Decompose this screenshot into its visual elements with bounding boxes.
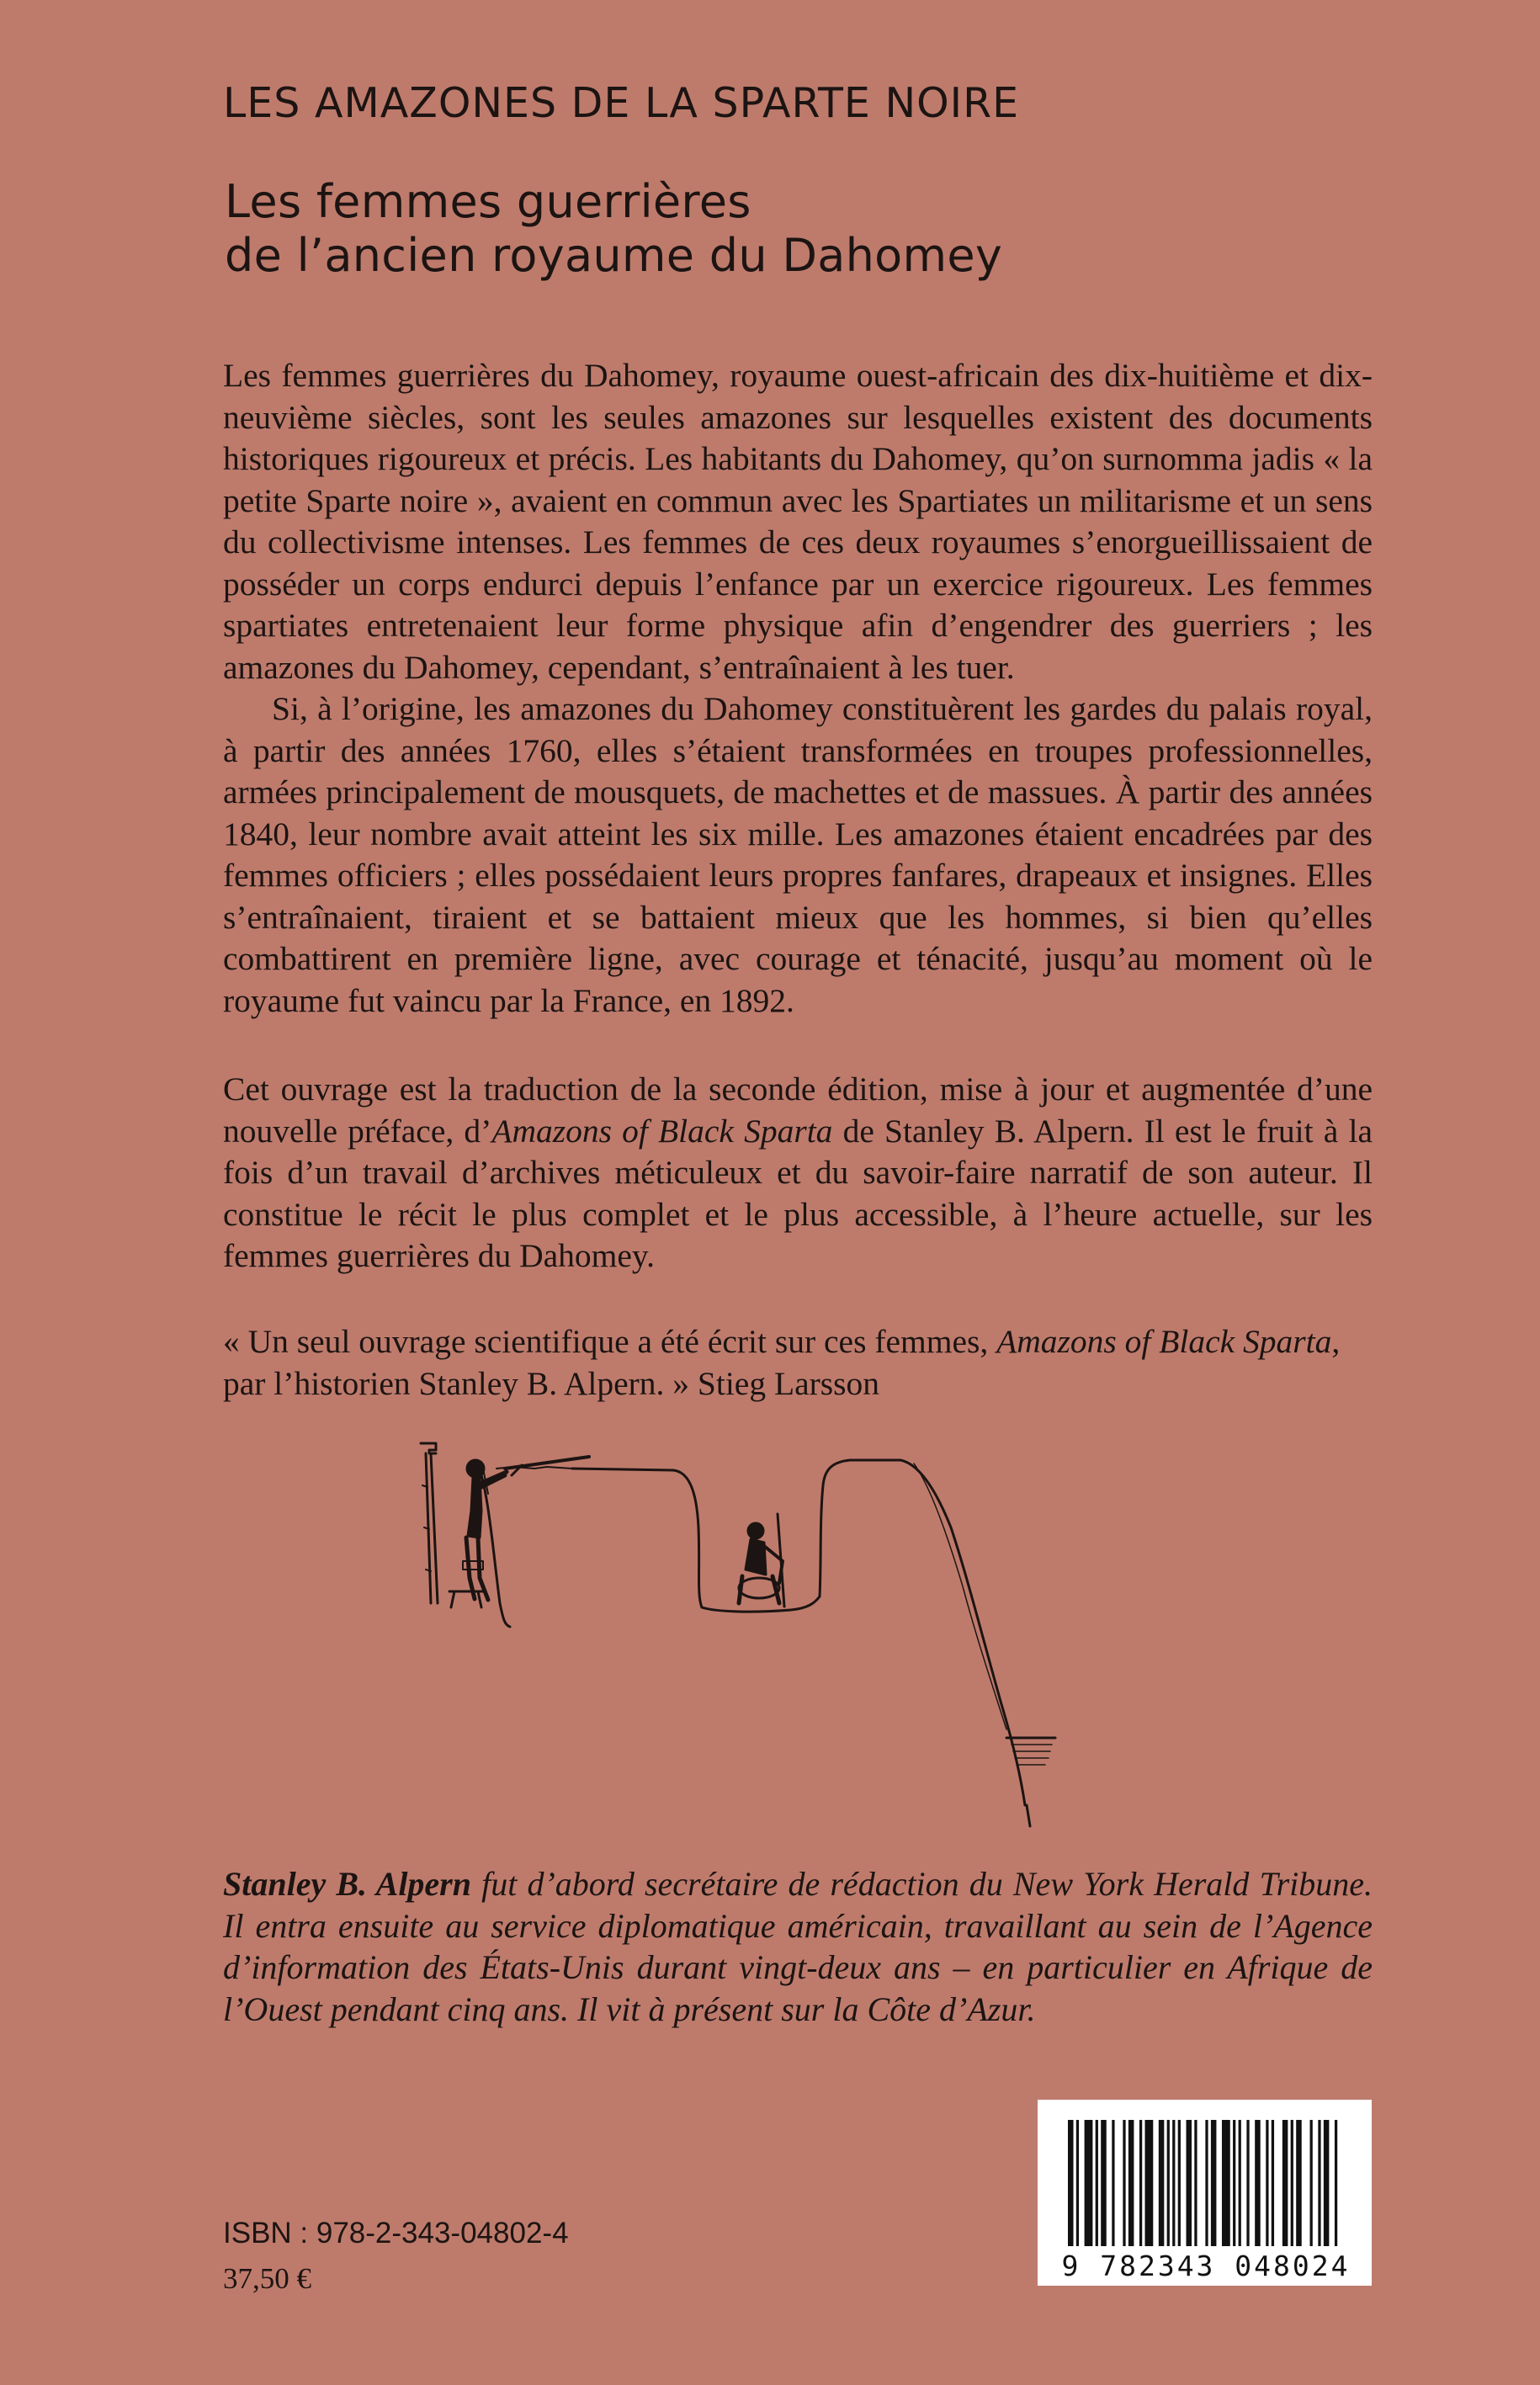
translation-paragraph xyxy=(223,1069,1373,1277)
barcode-bars xyxy=(1068,2120,1346,2255)
book-subtitle xyxy=(225,175,1403,283)
barcode-bar xyxy=(1194,2120,1197,2246)
barcode-bar xyxy=(1211,2120,1217,2246)
barcode-bar xyxy=(1159,2120,1165,2246)
author-bio xyxy=(223,1863,1373,2030)
barcode-bar xyxy=(1068,2120,1074,2246)
translation-text-after: de Stanley B. Alpern. Il est le fruit à la fois d’un travail d’archives méticuleux et du savoir-faire narratif de son auteur. Il constitue le récit le plus complet et le plus accessible, à l’heure actuelle, sur les femmes guerrières du Dahomey. xyxy=(223,1112,1373,1274)
barcode-bar xyxy=(1187,2120,1192,2246)
barcode-bar xyxy=(1128,2120,1134,2246)
barcode-bar xyxy=(1112,2120,1114,2246)
translation-text-before: Cet ouvrage est la traduction de la seconde édition, mise à jour et augmentée d’une nouvelle préface, d’ xyxy=(223,1070,1373,1150)
barcode-digits: 9 782343 048024 xyxy=(1061,2250,1351,2282)
barcode-bar xyxy=(1144,2120,1153,2246)
barcode-bar xyxy=(1178,2120,1181,2246)
barcode-bar xyxy=(1266,2120,1268,2246)
barcode-bar xyxy=(1139,2120,1142,2246)
barcode-bar xyxy=(1172,2120,1175,2246)
quote-text-before: « Un seul ouvrage scientifique a été écrit sur ces femmes, xyxy=(223,1323,997,1360)
barcode-bar xyxy=(1335,2120,1337,2246)
price: 37,50 € xyxy=(223,2262,311,2295)
barcode-bar xyxy=(1205,2120,1208,2246)
quote-paragraph xyxy=(223,1321,1373,1405)
quote-block xyxy=(223,1321,1373,1405)
barcode-bar xyxy=(1255,2120,1261,2246)
quote-text-after: , xyxy=(1331,1323,1341,1360)
barcode-bar xyxy=(1246,2120,1249,2246)
barcode-bar xyxy=(1076,2120,1079,2246)
barcode-bar xyxy=(1096,2120,1098,2246)
subtitle-line-2: de l’ancien royaume du Dahomey xyxy=(225,229,1003,282)
quote-line-2: par l’historien Stanley B. Alpern. » Stieg Larsson xyxy=(223,1364,880,1402)
author-bio-text: fut d’abord secrétaire de rédaction du New York Herald Tribune. Il entra ensuite au service diplomatique américain, travaillant au sein de l’Agence d’information des États-Unis durant vingt-deux ans – en particulier en Afrique de l’Ouest pendant cinq ans. Il vit à présent sur la Côte d’Azur. xyxy=(223,1865,1373,2028)
barcode-bar xyxy=(1282,2120,1288,2246)
barcode-bar xyxy=(1085,2120,1093,2246)
barcode-bar xyxy=(1123,2120,1125,2246)
book-title: LES AMAZONES DE LA SPARTE NOIRE xyxy=(223,79,1020,127)
translation-book-title: Amazons of Black Sparta xyxy=(491,1112,833,1150)
barcode-bar xyxy=(1239,2120,1241,2246)
quote-book-title: Amazons of Black Sparta xyxy=(996,1323,1332,1360)
barcode-bar xyxy=(1272,2120,1274,2246)
description-paragraph-2: Si, à l’origine, les amazones du Dahomey constituèrent les gardes du palais royal, à partir des années 1760, elles s’étaient transformées en troupes professionnelles, armées principalement de mousquets, de machettes et de massues. À partir des années 1840, leur nombre avait atteint les six mille. Les amazones étaient encadrées par des femmes officiers ; elles possédaient leurs propres fanfares, drapeaux et insignes. Elles s’entraînaient, tiraient et se battaient mieux que les hommes, si bien qu’elles combattirent en première ligne, avec courage et ténacité, jusqu’au moment où le royaume fut vaincu par la France, en 1892. xyxy=(223,690,1373,1019)
barcode-bar xyxy=(1233,2120,1235,2246)
isbn: ISBN : 978-2-343-04802-4 xyxy=(223,2217,569,2250)
trench-illustration xyxy=(412,1435,1170,1830)
author-name: Stanley B. Alpern xyxy=(223,1865,471,1903)
barcode xyxy=(1038,2100,1372,2286)
quote-line-1 xyxy=(223,1321,1373,1363)
barcode-bar xyxy=(1101,2120,1107,2246)
barcode-bar xyxy=(1324,2120,1330,2246)
barcode-bar xyxy=(1291,2120,1293,2246)
description-block xyxy=(223,355,1373,1022)
subtitle-line-1: Les femmes guerrières xyxy=(225,175,751,228)
barcode-bar xyxy=(1167,2120,1170,2246)
translation-note xyxy=(223,1069,1373,1277)
barcode-bar xyxy=(1318,2120,1320,2246)
description-paragraph-1: Les femmes guerrières du Dahomey, royaume ouest-africain des dix-huitième et dix-neuvième siècles, sont les seules amazones sur lesquelles existent des documents historiques rigoureux et précis. Les habitants du Dahomey, qu’on surnomma jadis « la petite Sparte noire », avaient en commun avec les Spartiates un militarisme et un sens du collectivisme intenses. Les femmes de ces deux royaumes s’enorgueillissaient de posséder un corps endurci depuis l’enfance par un exercice rigoureux. Les femmes spartiates entretenaient leur forme physique afin d’engendrer des guerriers ; les amazones du Dahomey, cependant, s’entraînaient à les tuer. xyxy=(223,357,1373,686)
barcode-bar xyxy=(1296,2120,1302,2246)
barcode-bar xyxy=(1310,2120,1313,2246)
barcode-bar xyxy=(1222,2120,1230,2246)
